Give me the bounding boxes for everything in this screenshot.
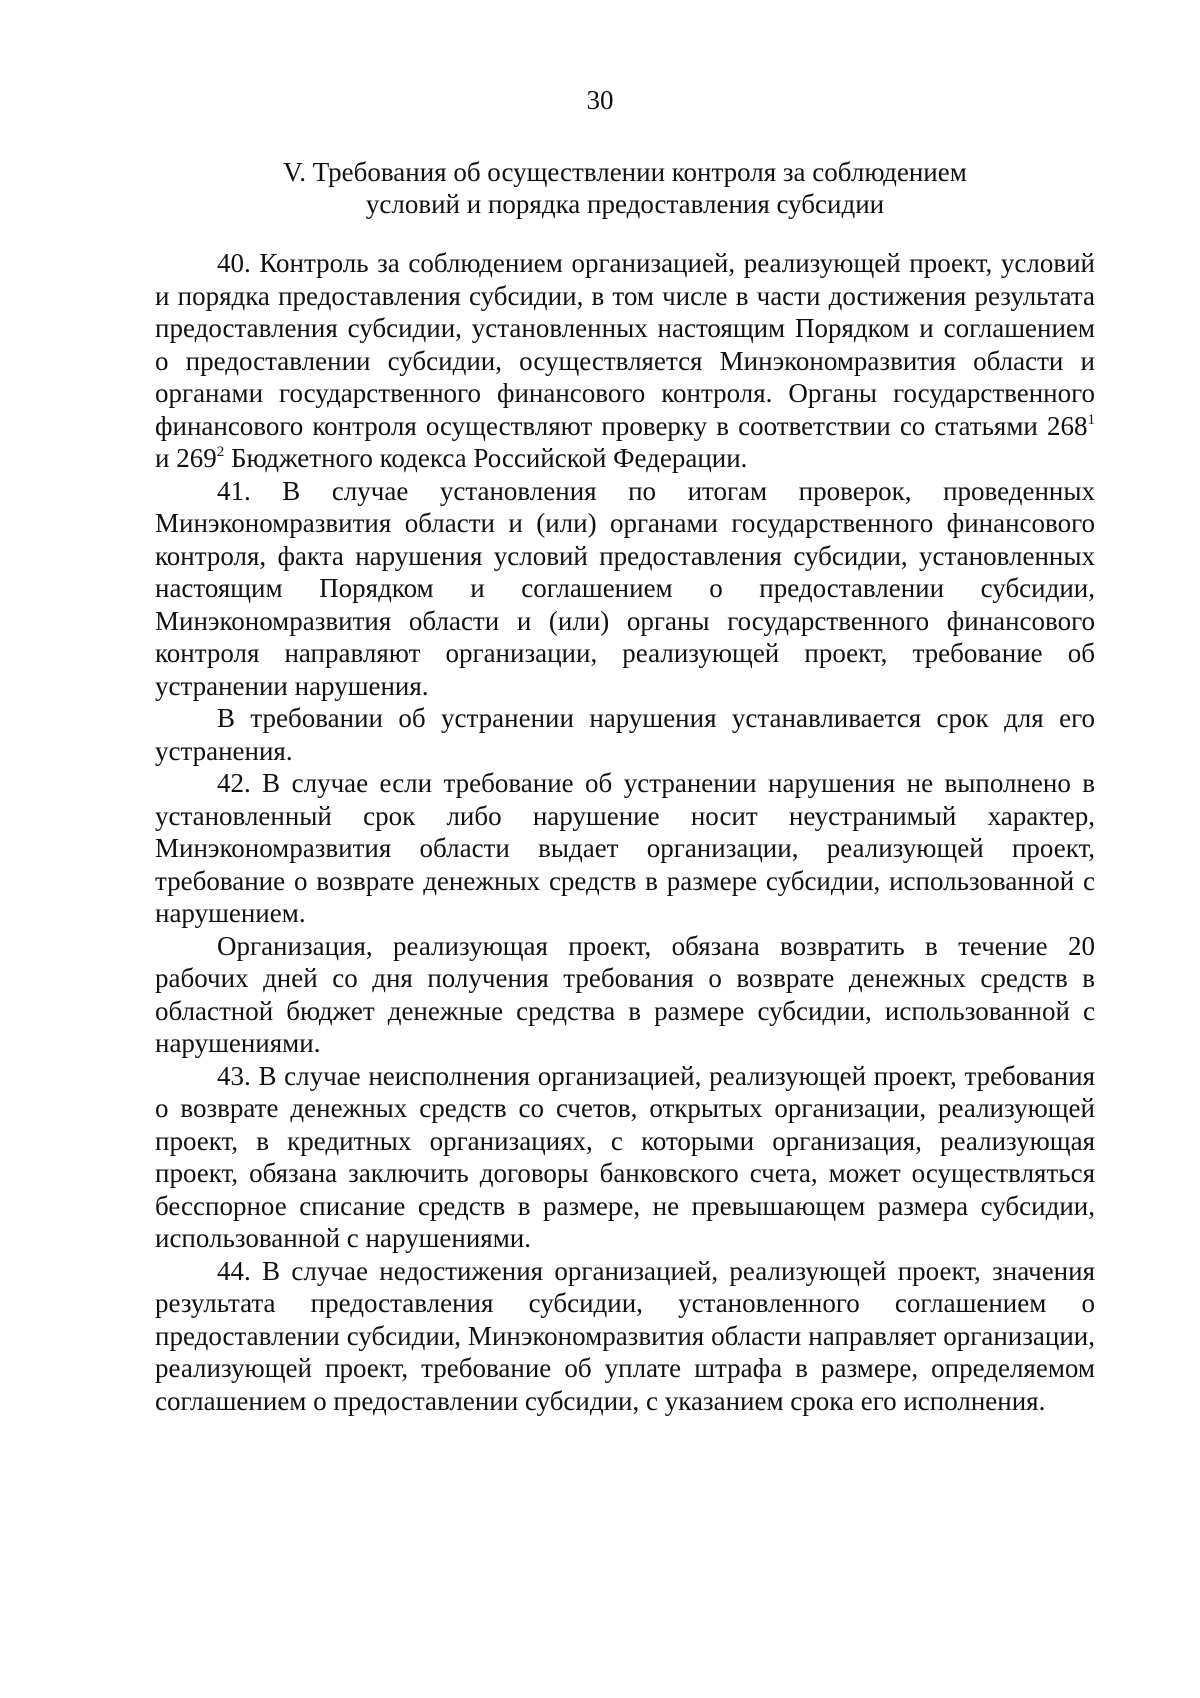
- footnote-superscript-1: 1: [1087, 411, 1095, 428]
- document-body: [155, 247, 1095, 1417]
- paragraph-41: 41. В случае установления по итогам проверок, проведенных Минэкономразвития области и (или) органами государственного финансового контроля, факта нарушения условий предоставления субсидии, установленных настоящим Порядком и соглашением о предоставлении субсидии, Минэкономразвития области и (или) органы государственного финансового контроля направляют организации, реализующей проект, требование об устранении нарушения.: [155, 475, 1095, 701]
- paragraph-40-text-c: Бюджетного кодекса Российской Федерации.: [224, 443, 748, 473]
- paragraph-42-continued: Организация, реализующая проект, обязана возвратить в течение 20 рабочих дней со дня получения требования о возврате денежных средств в областной бюджет денежные средства в размере субсидии, использованной с нарушениями.: [155, 930, 1095, 1058]
- paragraph-41-continued: В требовании об устранении нарушения устанавливается срок для его устранения.: [155, 703, 1095, 766]
- paragraph-40-text-b: и 269: [155, 443, 217, 473]
- section-heading-line-2: условий и порядка предоставления субсидии: [365, 189, 885, 219]
- footnote-superscript-2: 2: [216, 444, 225, 460]
- paragraph-43: 43. В случае неисполнения организацией, реализующей проект, требования о возврате денежных средств со счетов, открытых организации, реализующей проект, в кредитных организациях, с которыми организация, реализующая проект, обязана заключить договоры банковского счета, может осуществляться бесспорное списание средств в размере, не превышающем размера субсидии, использованной с нарушениями.: [155, 1060, 1095, 1253]
- page-number: 30: [586, 85, 614, 115]
- section-heading: [240, 156, 1010, 220]
- paragraph-44: 44. В случае недостижения организацией, реализующей проект, значения результата предоставления субсидии, установленного соглашением о предоставлении субсидии, Минэкономразвития области направляет организации, реализующей проект, требование об уплате штрафа в размере, определяемом соглашением о предоставлении субсидии, с указанием срока его исполнения.: [155, 1255, 1095, 1416]
- paragraph-40: [155, 247, 1095, 475]
- paragraph-40-text-a: 40. Контроль за соблюдением организацией, реализующей проект, условий и порядка предоставления субсидии, в том числе в части достижения результата предоставления субсидии, установленных настоящим Порядком и соглашением о предоставлении субсидии, осуществляется Минэкономразвития области и органами государственного финансового контроля. Органы государственного финансового контроля осуществляют проверку в соответствии со статьями 268: [155, 248, 1095, 441]
- section-heading-line-1: V. Требования об осуществлении контроля за соблюдением: [283, 157, 967, 187]
- paragraph-42: 42. В случае если требование об устранении нарушения не выполнено в установленный срок либо нарушение носит неустранимый характер, Минэкономразвития области выдает организации, реализующей проект, требование о возврате денежных средств в размере субсидии, использованной с нарушением.: [155, 768, 1095, 928]
